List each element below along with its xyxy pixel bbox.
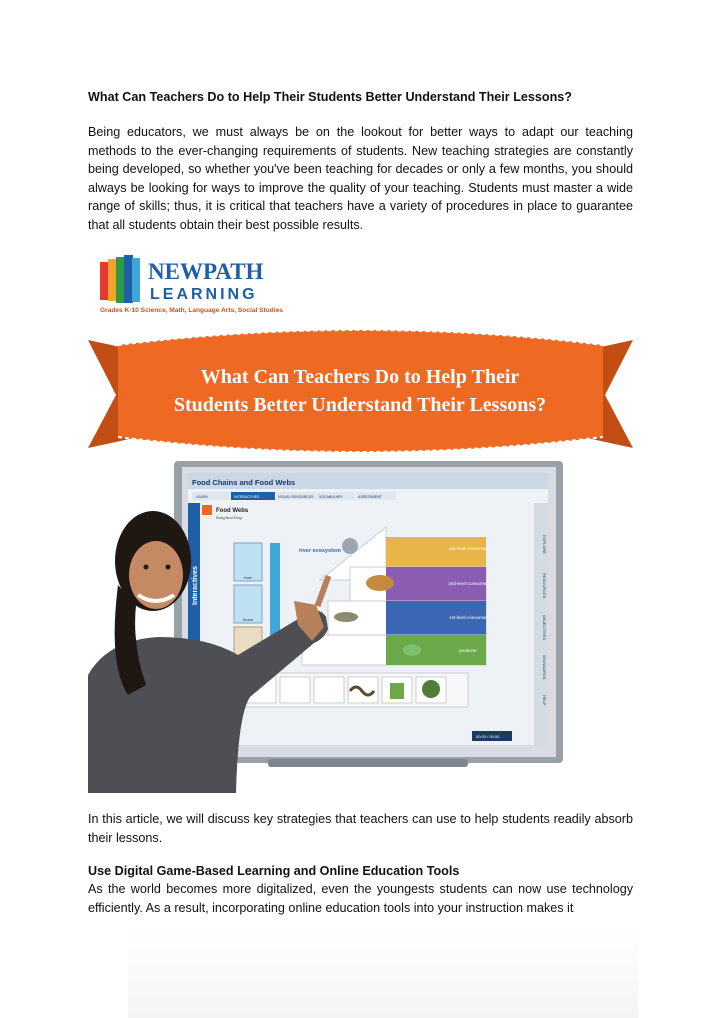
hero-image bbox=[88, 245, 633, 793]
board-tabs bbox=[192, 492, 396, 500]
logo-text-top: NEWPATH bbox=[148, 259, 264, 284]
tab-help: HELP bbox=[542, 695, 547, 706]
organism-tray bbox=[238, 673, 468, 707]
logo-text-bottom: LEARNING bbox=[150, 286, 258, 303]
level-second: 2nd-level consumer bbox=[448, 581, 488, 586]
board-side-label: Interactives bbox=[192, 566, 199, 605]
board-tab-learn: LEARN bbox=[196, 495, 208, 499]
section-heading: Use Digital Game-Based Learning and Online Education Tools bbox=[88, 864, 460, 878]
banner-line-1: What Can Teachers Do to Help Their bbox=[200, 366, 520, 388]
page-bottom-fade bbox=[128, 930, 638, 1018]
card-forest: forest bbox=[242, 617, 254, 622]
level-first: 1st-level consumer bbox=[449, 615, 487, 620]
activity-title: Food Webs bbox=[216, 508, 249, 514]
card-river: river bbox=[244, 575, 252, 580]
board-tab-interactives: INTERACTIVES bbox=[234, 495, 260, 499]
digital-tools-paragraph: As the world becomes more digitalized, even the youngests students can now use technology efficiently. As a result, incorporating online education tools into your instruction makes it bbox=[88, 882, 633, 915]
board-header: Food Chains and Food Webs bbox=[192, 478, 296, 487]
level-producer: producer bbox=[459, 648, 477, 653]
logo-tagline: Grades K-10 Science, Math, Language Arts, Social Studies bbox=[100, 307, 283, 314]
board-timer: 00:00 / 00:00 bbox=[476, 734, 500, 739]
banner-line-2: Students Better Understand Their Lessons? bbox=[173, 394, 547, 416]
title-banner bbox=[88, 330, 633, 452]
tab-standards: STANDARDS bbox=[542, 655, 547, 680]
tab-resources: RESOURCES bbox=[542, 573, 547, 599]
intro-paragraph: Being educators, we must always be on the lookout for better ways to adapt our teaching methods to the ever-changing requirements of students. New teaching strategies are constantly being developed, so whether you've been teaching for decades or only a few months, you should always be looking for ways to improve the quality of your teaching. Students must master a wide range of skills; thus, it is critical that teachers have a variety of procedures in place to guarantee that all students obtain their best possible results. bbox=[88, 125, 633, 232]
article-title: What Can Teachers Do to Help Their Students Better Understand Their Lessons? bbox=[88, 90, 572, 104]
tab-explore: EXPLORE bbox=[542, 535, 547, 554]
board-tab-assessment: ASSESSMENT bbox=[358, 495, 382, 499]
board-tab-vocabulary: VOCABULARY bbox=[319, 495, 343, 499]
ecosystem-label: river ecosystem bbox=[299, 548, 341, 554]
tab-objectives: OBJECTIVES bbox=[542, 615, 547, 640]
board-tab-visual: VISUAL RESOURCES bbox=[278, 495, 314, 499]
hero-illustration bbox=[88, 245, 633, 793]
strategies-paragraph: In this article, we will discuss key strategies that teachers can use to help students readily absorb their lessons. bbox=[88, 812, 633, 845]
activity-subtitle: Drag And Drop bbox=[216, 515, 243, 520]
level-top: top-level consumer bbox=[448, 546, 488, 551]
